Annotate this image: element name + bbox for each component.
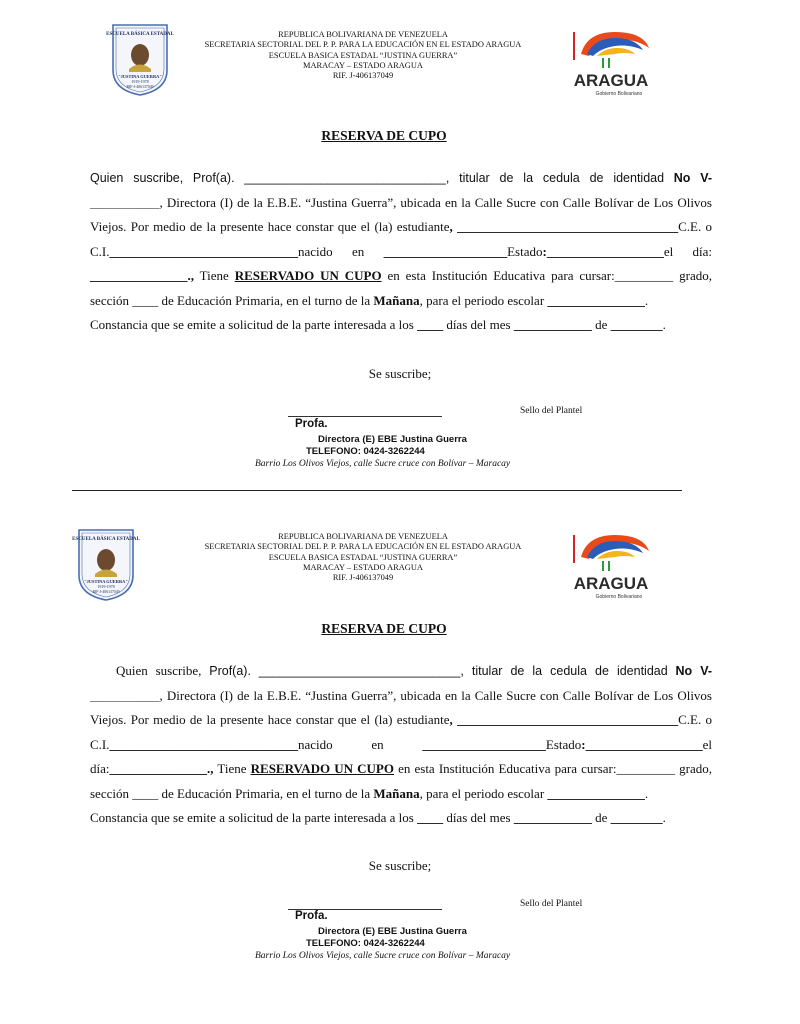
header-line-4: MARACAY – ESTADO ARAGUA	[303, 60, 423, 70]
address-label: Barrio Los Olivos Viejos, calle Sucre cruce con Bolívar – Maracay	[255, 951, 511, 961]
text-dias-mes: días del mes	[446, 317, 511, 332]
text-el-dia: el día:	[663, 243, 713, 259]
directora-label: Directora (E) EBE Justina Guerra	[318, 434, 467, 445]
blank-birth-place: ___________________	[422, 736, 546, 752]
text-tiene: Tiene	[194, 268, 235, 283]
aragua-wordmark: ARAGUA	[573, 71, 649, 90]
text-directora: , Directora (I) de la E.B.E. “Justina Guerra”, ubicada en la Calle Sucre con Calle Bolívar de Los Olivos Viejos	[90, 194, 712, 234]
text-el-dia: el día:	[90, 736, 713, 776]
blank-birth-state: __________________	[546, 243, 664, 259]
text-no-v: No V-	[675, 664, 713, 678]
text-constancia: Constancia que se emite a solicitud de la parte interesada a los	[90, 810, 414, 825]
text-comma: ,	[449, 712, 453, 727]
text-comma-period: .,	[187, 268, 194, 283]
constancia-line	[90, 806, 712, 831]
text-quien-suscribe: Quien suscribe,	[90, 171, 184, 185]
text-period: .	[123, 712, 127, 727]
sello-label: Sello del Plantel	[520, 406, 583, 416]
blank-month: ____________	[513, 317, 592, 332]
blank-birth-day: _______________	[90, 268, 188, 283]
text-de: de	[595, 317, 608, 332]
blank-teacher-ci: __________	[90, 688, 160, 703]
text-nacido-en: nacido en	[298, 243, 365, 259]
text-ce-ci: C.E. o C.I.	[90, 712, 712, 752]
text-no-v: No V-	[673, 171, 713, 185]
blank-birth-day: _______________	[109, 761, 207, 776]
text-period: .	[644, 292, 649, 308]
text-constancia: Constancia que se emite a solicitud de la parte interesada a los	[90, 317, 414, 332]
aragua-logo	[563, 24, 659, 106]
blank-school-period: _______________	[547, 292, 645, 308]
text-directora: , Directora (I) de la E.B.E. “Justina Guerra”, ubicada en la Calle Sucre con Calle Bolívar de Los Olivos Viejos	[90, 687, 712, 727]
header-line-2: SECRETARIA SECTORIAL DEL P. P. PARA LA EDUCACIÓN EN EL ESTADO ARAGUA	[204, 40, 522, 50]
text-comma: ,	[449, 219, 453, 234]
text-comma-period: .,	[207, 761, 214, 776]
text-educacion: de Educación Primaria, en el turno de la	[158, 292, 374, 308]
blank-grade: _________	[614, 268, 674, 283]
blank-birth-place: ___________________	[383, 243, 508, 259]
blank-days: ____	[417, 317, 444, 332]
telefono-label: TELEFONO: 0424-3262244	[306, 446, 425, 457]
form-paragraph	[90, 659, 712, 806]
text-por-medio: Por medio de la presente hace constar que el (la) estudiante	[126, 219, 450, 234]
aragua-subtitle: Gobierno Bolivariano	[595, 594, 643, 600]
form-body	[90, 166, 712, 338]
blank-section: ____	[132, 292, 159, 308]
blank-birth-state: __________________	[585, 736, 703, 752]
aragua-logo	[563, 527, 659, 609]
seal-years-text: 1919-1978	[131, 79, 149, 84]
seal-years-text: 1919-1978	[97, 584, 115, 589]
text-reservado-cupo: RESERVADO UN CUPO	[234, 268, 382, 283]
text-grado: grado, sección	[90, 268, 712, 308]
text-grado: grado, sección	[90, 761, 712, 801]
text-estado: Estado	[545, 736, 582, 752]
directora-label: Directora (E) EBE Justina Guerra	[318, 926, 467, 937]
seal-rif-text: RIF-J-406137049	[92, 590, 120, 594]
school-seal-logo	[72, 527, 140, 603]
blank-school-period: _______________	[547, 785, 645, 801]
blank-section: ____	[132, 785, 159, 801]
text-de: de	[595, 810, 608, 825]
header-line-5: RIF. J-406137049	[332, 573, 394, 583]
blank-year: ________	[610, 810, 663, 825]
form-title: RESERVA DE CUPO	[321, 128, 447, 143]
reserva-form-bottom	[0, 493, 768, 985]
reserva-form-top	[0, 0, 768, 492]
seal-motto-text: "JUSTINA GUERRA"	[118, 74, 162, 79]
seal-name-text: ESCUELA BÁSICA ESTADAL	[106, 32, 174, 37]
text-colon: :	[581, 736, 586, 752]
signature-line	[288, 416, 442, 417]
text-period: .	[662, 810, 666, 825]
blank-teacher-name: _____________________________	[244, 171, 446, 185]
header-line-3: ESCUELA BASICA ESTADAL “JUSTINA GUERRA”	[268, 552, 458, 562]
text-periodo: , para el periodo escolar	[419, 292, 548, 308]
text-institucion: en esta Institución Educativa para cursar:	[381, 268, 615, 283]
address-label: Barrio Los Olivos Viejos, calle Sucre cruce con Bolívar – Maracay	[255, 459, 511, 469]
text-profa-label: Prof(a).	[192, 171, 235, 185]
telefono-label: TELEFONO: 0424-3262244	[306, 938, 425, 949]
header-line-1: REPUBLICA BOLIVARIANA DE VENEZUELA	[278, 532, 448, 541]
form-paragraph	[90, 166, 712, 313]
form-body	[90, 659, 712, 831]
blank-days: ____	[417, 810, 444, 825]
sello-label: Sello del Plantel	[520, 899, 583, 909]
text-manana: Mañana	[373, 785, 420, 801]
text-colon: :	[542, 243, 547, 259]
profa-label: Profa.	[295, 910, 328, 922]
aragua-subtitle: Gobierno Bolivariano	[595, 91, 643, 97]
cut-line	[72, 490, 682, 491]
text-reservado-cupo: RESERVADO UN CUPO	[250, 761, 394, 776]
header-line-3: ESCUELA BASICA ESTADAL “JUSTINA GUERRA”	[268, 50, 458, 60]
text-profa-label: Prof(a).	[209, 664, 251, 678]
text-tiene: Tiene	[213, 761, 251, 776]
profa-label: Profa.	[295, 418, 328, 430]
seal-motto-text: "JUSTINA GUERRA"	[84, 579, 128, 584]
form-title: RESERVA DE CUPO	[321, 621, 447, 636]
blank-teacher-ci: __________	[90, 195, 160, 210]
text-period: .	[662, 317, 666, 332]
seal-name-text: ESCUELA BÁSICA ESTADAL	[72, 537, 140, 542]
blank-student-ce: _____________________________	[109, 243, 298, 259]
text-period: .	[644, 785, 649, 801]
letterhead	[160, 30, 566, 81]
aragua-wordmark: ARAGUA	[573, 574, 649, 593]
blank-grade: _________	[616, 761, 675, 776]
letterhead	[160, 532, 566, 583]
blank-student-ce: _____________________________	[109, 736, 298, 752]
blank-student-name: __________________________________	[457, 712, 679, 727]
header-line-4: MARACAY – ESTADO ARAGUA	[303, 562, 423, 572]
text-titular: , titular de la cedula de identidad	[445, 171, 665, 185]
constancia-line	[90, 313, 712, 338]
text-period: .	[123, 219, 127, 234]
text-periodo: , para el periodo escolar	[419, 785, 548, 801]
blank-student-name: __________________________________	[457, 219, 679, 234]
header-line-1: REPUBLICA BOLIVARIANA DE VENEZUELA	[278, 30, 448, 39]
header-line-2: SECRETARIA SECTORIAL DEL P. P. PARA LA EDUCACIÓN EN EL ESTADO ARAGUA	[204, 542, 522, 552]
text-ce-ci: C.E. o C.I.	[90, 219, 712, 259]
text-educacion: de Educación Primaria, en el turno de la	[158, 785, 374, 801]
text-titular: , titular de la cedula de identidad	[460, 664, 668, 678]
se-suscribe: Se suscribe;	[368, 366, 432, 381]
text-dias-mes: días del mes	[446, 810, 511, 825]
se-suscribe: Se suscribe;	[368, 858, 432, 873]
text-manana: Mañana	[373, 292, 420, 308]
text-estado: Estado	[507, 243, 543, 259]
blank-teacher-name: _____________________________	[258, 664, 461, 678]
seal-rif-text: RIF-J-406137049	[126, 85, 154, 89]
blank-year: ________	[610, 317, 663, 332]
text-quien-suscribe: Quien suscribe,	[116, 663, 202, 678]
text-por-medio: Por medio de la presente hace constar que el (la) estudiante	[126, 712, 450, 727]
blank-month: ____________	[513, 810, 592, 825]
header-line-5: RIF. J-406137049	[332, 71, 394, 81]
text-nacido-en: nacido en	[298, 736, 384, 752]
text-institucion: en esta Institución Educativa para cursar:	[393, 761, 617, 776]
